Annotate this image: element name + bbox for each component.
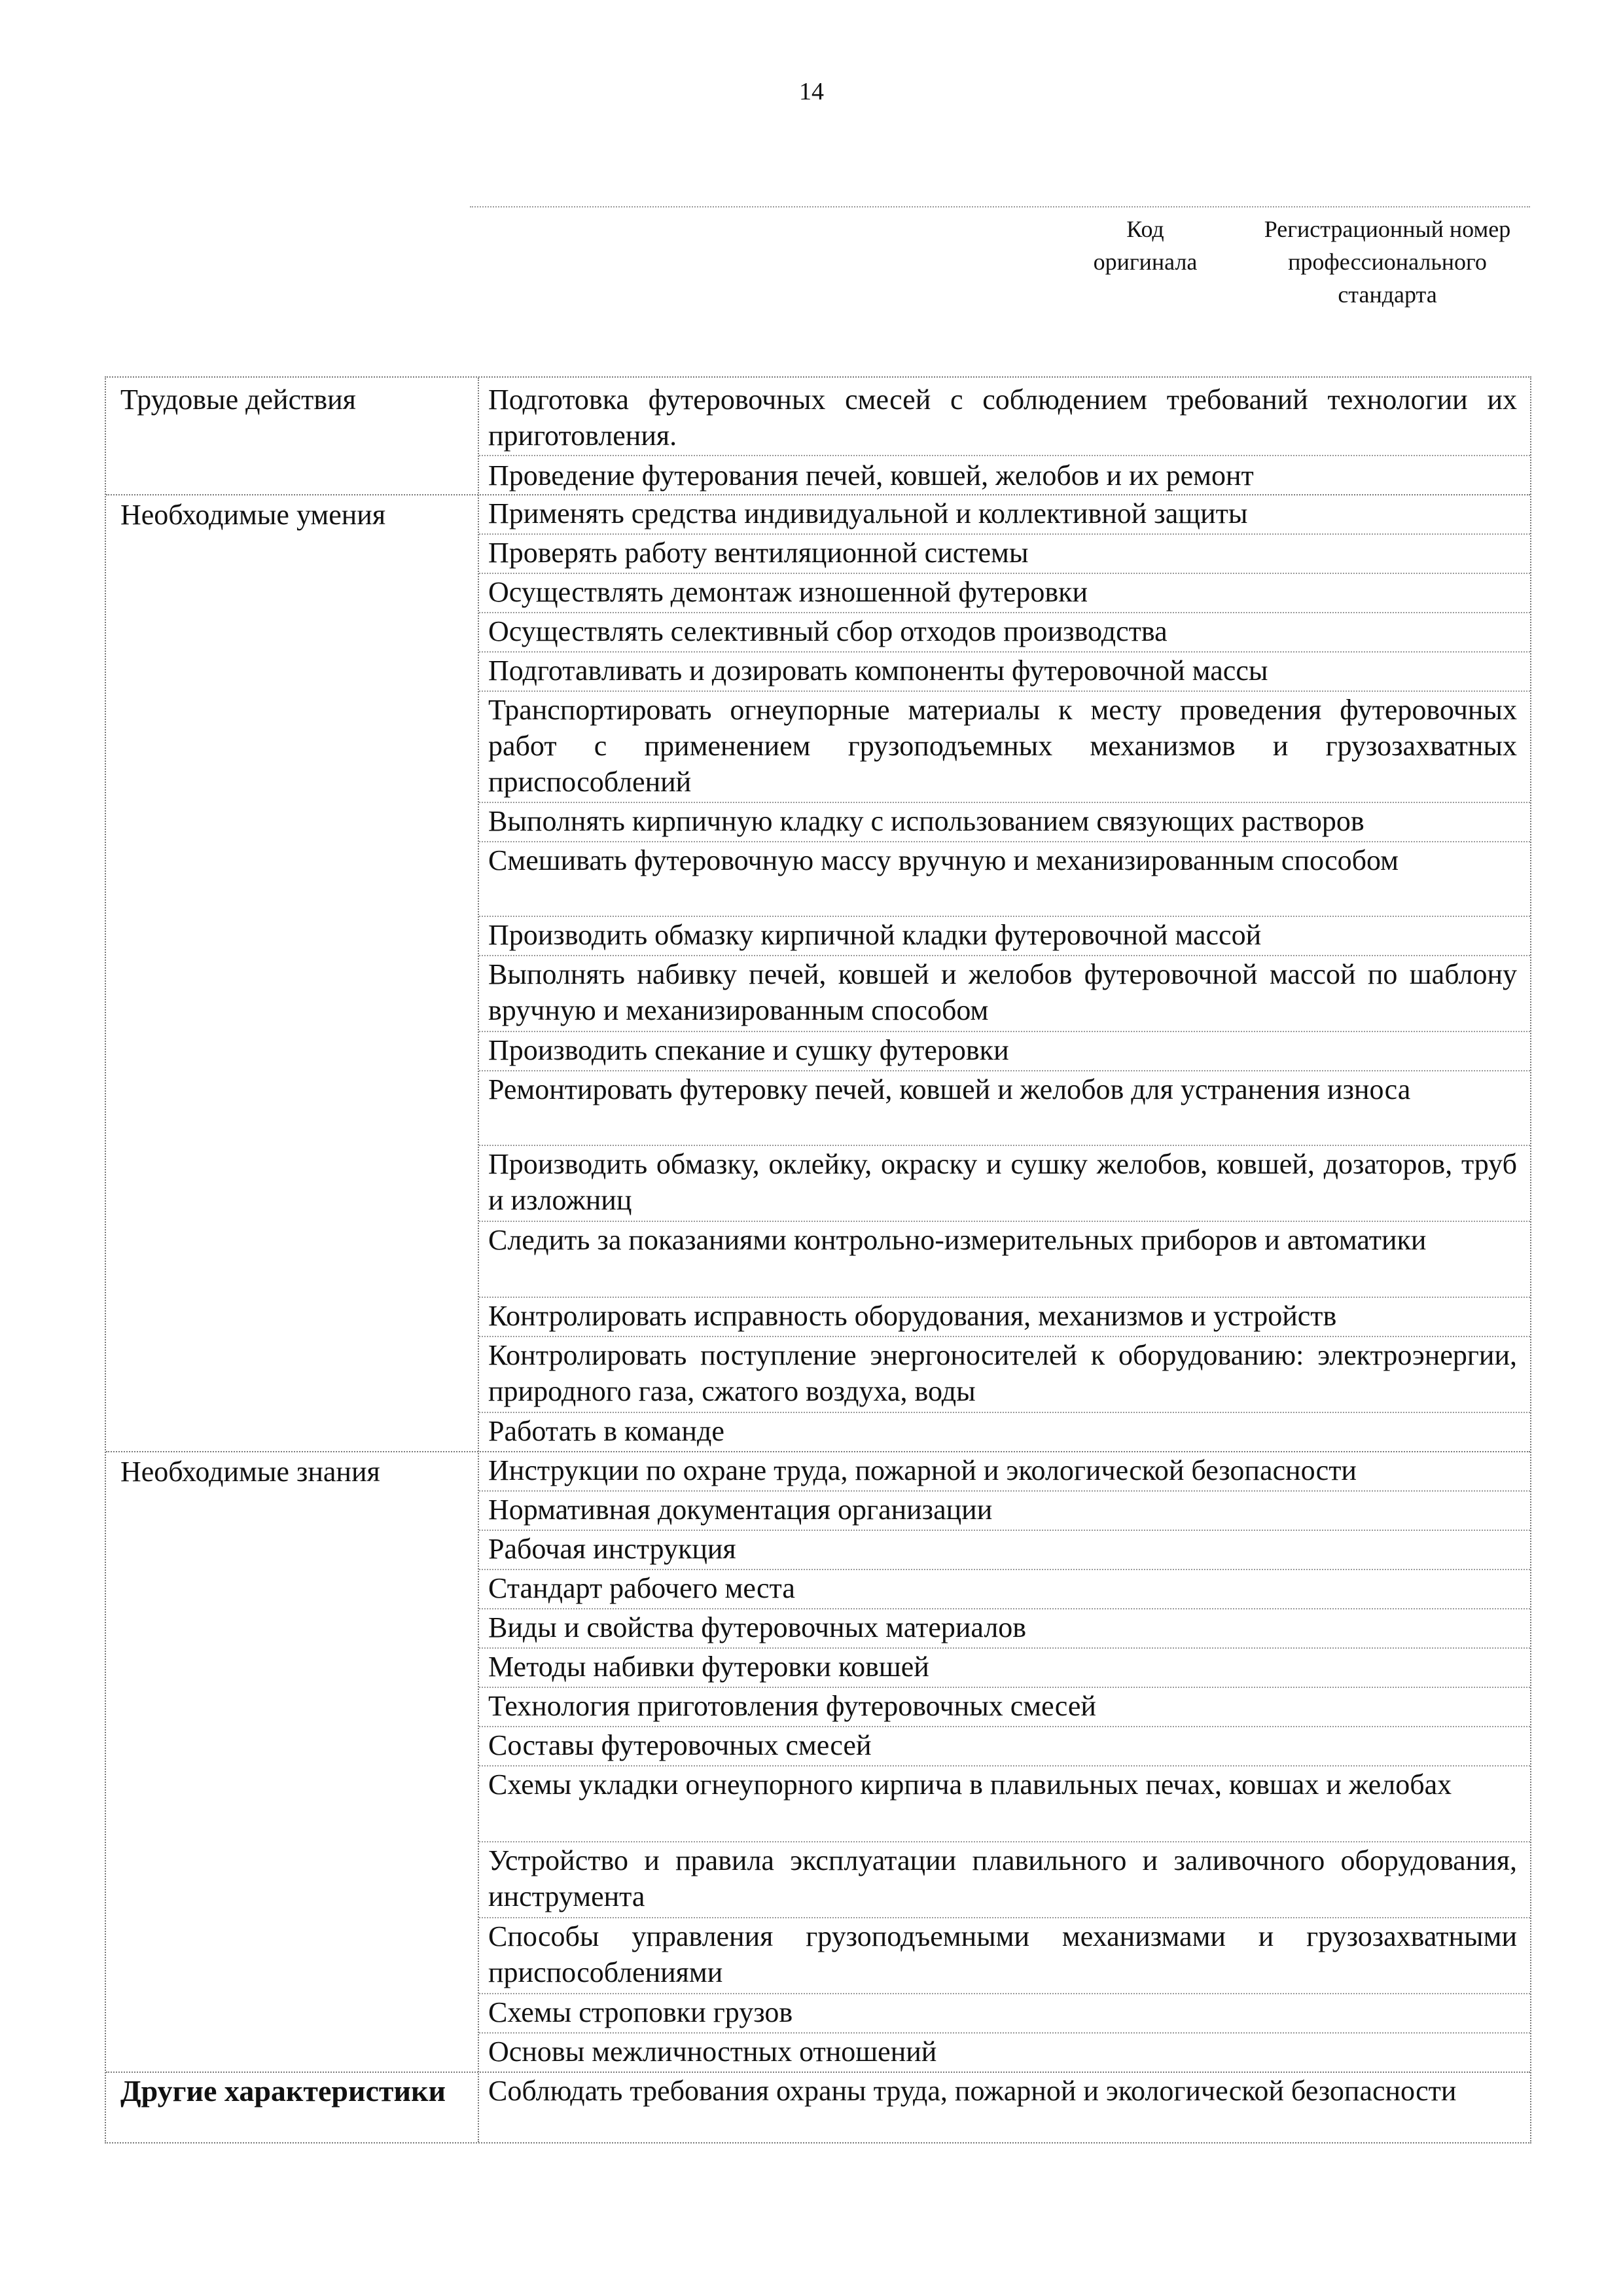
- table-row: Нормативная документация организации: [488, 1494, 993, 1526]
- table-row: Осуществлять демонтаж изношенной футеровки: [488, 576, 1088, 608]
- header-divider: [470, 206, 1530, 207]
- table-row: Соблюдать требования охраны труда, пожарной и экологической безопасности: [488, 2075, 1457, 2107]
- table-row: Производить спекание и сушку футеровки: [488, 1034, 1009, 1066]
- table-row: Подготавливать и дозировать компоненты футеровочной массы: [488, 655, 1268, 687]
- table-row: Контролировать исправность оборудования, механизмов и устройств: [488, 1300, 1337, 1332]
- competency-table: [105, 376, 1531, 2144]
- table-row: Смешивать футеровочную массу вручную и механизированным способом: [488, 844, 1399, 876]
- table-row: Схемы строповки грузов: [488, 1996, 793, 2028]
- code-original-label: Код оригинала: [1093, 216, 1198, 275]
- table-row: Производить обмазку кирпичной кладки футеровочной массой: [488, 919, 1262, 951]
- table-row: Инструкции по охране труда, пожарной и экологической безопасности: [488, 1454, 1357, 1486]
- column-divider: [478, 378, 479, 2142]
- section-label-required-skills: Необходимые умения: [120, 499, 386, 531]
- table-row: Составы футеровочных смесей: [488, 1729, 872, 1761]
- table-row: Основы межличностных отношений: [488, 2036, 937, 2068]
- registration-number-label: Регистрационный номер профессионального стандарта: [1264, 216, 1511, 308]
- table-row: Подготовка футеровочных смесей с соблюдением требований технологии их приготовления.: [488, 384, 1517, 452]
- table-row: Проверять работу вентиляционной системы: [488, 537, 1029, 569]
- table-row: Виды и свойства футеровочных материалов: [488, 1611, 1027, 1643]
- section-label-labor-actions: Трудовые действия: [120, 384, 356, 416]
- table-row: Стандарт рабочего места: [488, 1572, 795, 1604]
- table-row: Методы набивки футеровки ковшей: [488, 1651, 929, 1683]
- table-row: Рабочая инструкция: [488, 1533, 736, 1565]
- table-row: Устройство и правила эксплуатации плавильного и заливочного оборудования, инструмента: [488, 1844, 1517, 1912]
- section-label-required-knowledge: Необходимые знания: [120, 1456, 380, 1488]
- table-row: Выполнять набивку печей, ковшей и желобов футеровочной массой по шаблону вручную и механизированным способом: [488, 958, 1517, 1026]
- table-row: Выполнять кирпичную кладку с использованием связующих растворов: [488, 805, 1364, 837]
- table-row: Производить обмазку, оклейку, окраску и сушку желобов, ковшей, дозаторов, труб и изложниц: [488, 1148, 1517, 1216]
- table-row: Контролировать поступление энергоносителей к оборудованию: электроэнергии, природного газа, сжатого воздуха, воды: [488, 1339, 1517, 1407]
- table-row: Схемы укладки огнеупорного кирпича в плавильных печах, ковшах и желобах: [488, 1768, 1452, 1801]
- table-row: Ремонтировать футеровку печей, ковшей и желобов для устранения износа: [488, 1073, 1411, 1105]
- table-row: Проведение футерования печей, ковшей, желобов и их ремонт: [488, 459, 1254, 492]
- table-row: Применять средства индивидуальной и коллективной защиты: [488, 497, 1248, 529]
- table-row: Осуществлять селективный сбор отходов производства: [488, 615, 1168, 647]
- row-divider: [479, 455, 1530, 456]
- table-row: Технология приготовления футеровочных смесей: [488, 1690, 1096, 1722]
- table-row: Транспортировать огнеупорные материалы к месту проведения футеровочных работ с применением грузоподъемных механизмов и грузозахватных приспособлений: [488, 694, 1517, 798]
- section-label-other-characteristics: Другие характеристики: [120, 2074, 446, 2108]
- page-number: 14: [799, 78, 824, 105]
- table-row: Способы управления грузоподъемными механизмами и грузозахватными приспособлениями: [488, 1920, 1517, 1988]
- table-row: Работать в команде: [488, 1415, 724, 1447]
- table-row: Следить за показаниями контрольно-измерительных приборов и автоматики: [488, 1224, 1427, 1256]
